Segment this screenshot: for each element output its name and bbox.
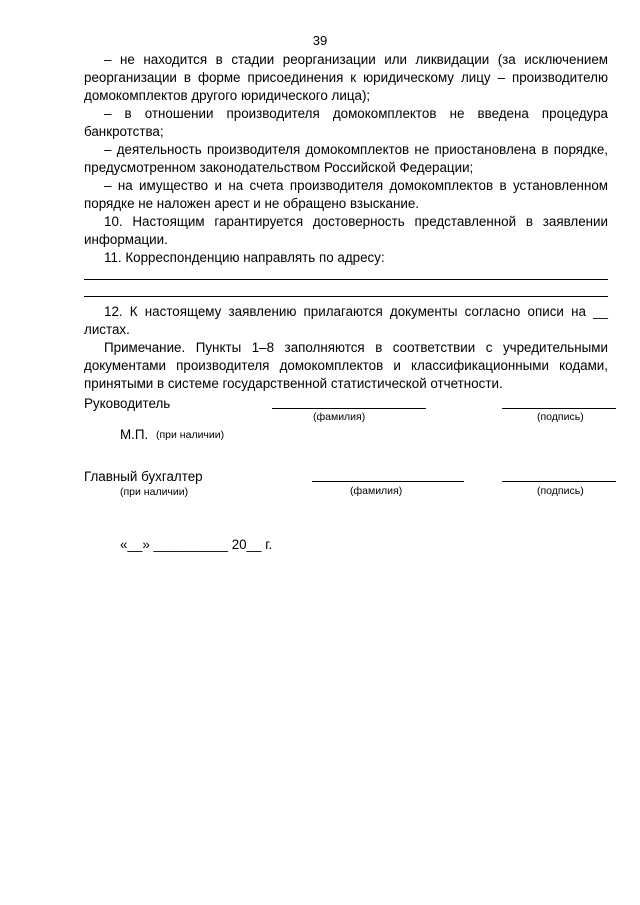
accountant-surname-line [312, 481, 464, 482]
paragraph-note: Примечание. Пункты 1–8 заполняются в соответствии с учредительными документами производителя домокомплектов и классификационными кодами, принятыми в системе государственной статистической отчетности. [84, 340, 608, 391]
accountant-label: Главный бухгалтер [84, 469, 203, 484]
paragraph-item-11: 11. Корреспонденцию направлять по адресу: [104, 250, 385, 265]
head-surname-line [272, 408, 426, 409]
accountant-caption: (при наличии) [120, 486, 189, 498]
head-label: Руководитель [84, 396, 171, 411]
paragraph-no-arrest: – на имущество и на счета производителя домокомплектов в установленном порядке не наложен арест и не обращено взыскание. [84, 178, 608, 211]
head-signature-caption: (подпись) [537, 411, 584, 423]
address-line-2 [84, 296, 608, 297]
document-body [84, 51, 608, 393]
paragraph-no-bankruptcy: – в отношении производителя домокомплектов не введена процедура банкротства; [84, 106, 608, 139]
paragraph-item-10: 10. Настоящим гарантируется достоверность представленной в заявлении информации. [84, 214, 608, 247]
head-signature-line [502, 408, 616, 409]
accountant-surname-caption: (фамилия) [350, 485, 403, 497]
paragraph-not-reorganized: – не находится в стадии реорганизации или ликвидации (за исключением реорганизации в форме присоединения к юридическому лицу – производителю домокомплектов другого юридического лица); [84, 52, 608, 103]
paragraph-item-12: 12. К настоящему заявлению прилагаются документы согласно описи на __ листах. [84, 304, 608, 337]
date-line: «__» __________ 20__ г. [120, 537, 273, 552]
stamp-caption: (при наличии) [156, 429, 225, 441]
page-number: 39 [312, 33, 328, 48]
paragraph-not-suspended: – деятельность производителя домокомплектов не приостановлена в порядке, предусмотренном законодательством Российской Федерации; [84, 142, 608, 175]
accountant-signature-line [502, 481, 616, 482]
address-line-1 [84, 279, 608, 280]
head-surname-caption: (фамилия) [313, 411, 366, 423]
accountant-signature-caption: (подпись) [537, 485, 584, 497]
stamp-label: М.П. [120, 427, 149, 442]
